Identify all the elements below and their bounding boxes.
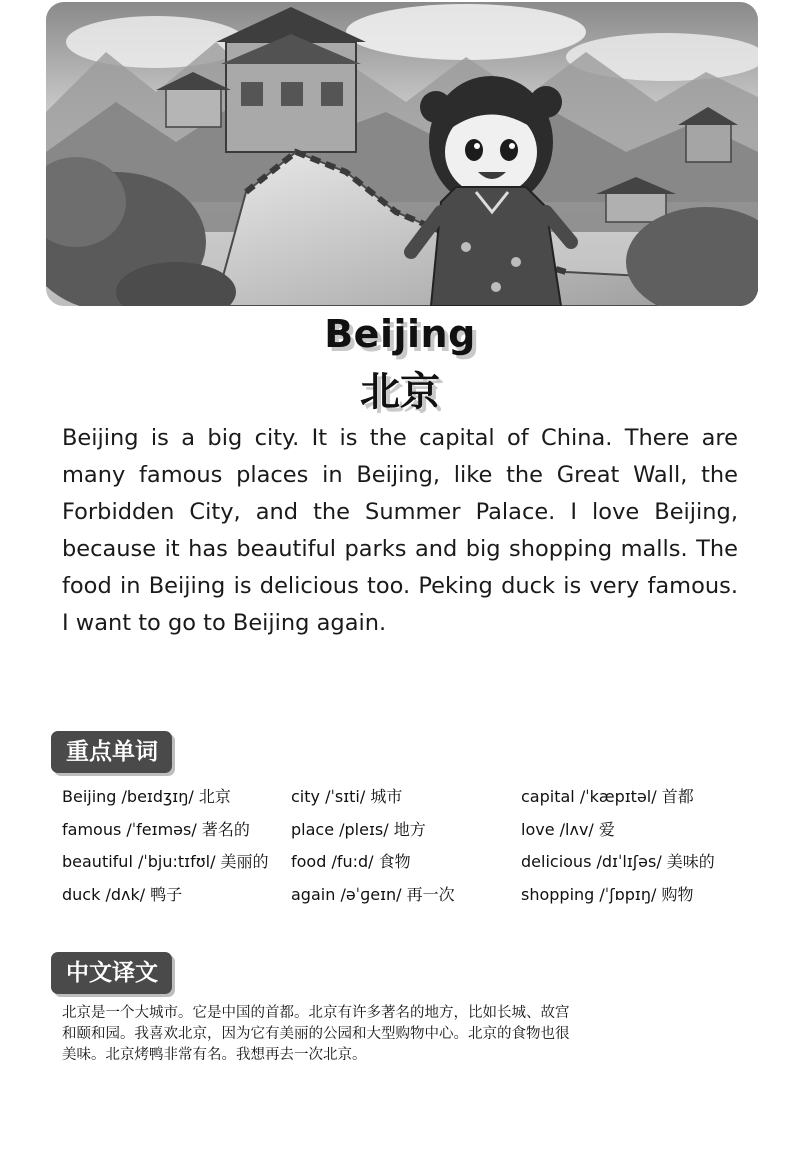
hero-illustration (46, 2, 758, 306)
translation-heading: 中文译文 (51, 952, 172, 994)
vocab-item: beautiful /ˈbju:tɪfʊl/ 美丽的 (62, 852, 269, 871)
translation-line: 北京是一个大城市。它是中国的首都。北京有许多著名的地方，比如长城、故宫 (62, 1005, 570, 1021)
title-english: Beijing (324, 312, 476, 356)
vocab-item: again /əˈɡeɪn/ 再一次 (291, 885, 455, 904)
title-chinese: 北京 (360, 369, 440, 415)
vocab-item: capital /ˈkæpɪtəl/ 首都 (521, 787, 694, 806)
vocab-list (62, 782, 752, 914)
great-wall-girl-illustration (46, 2, 758, 306)
translation-line: 和颐和园。我喜欢北京，因为它有美丽的公园和大型购物中心。北京的食物也很 (62, 1026, 570, 1042)
vocab-item: place /pleɪs/ 地方 (291, 820, 426, 839)
vocab-item: love /lʌv/ 爱 (521, 820, 615, 839)
vocab-item: food /fu:d/ 食物 (291, 852, 411, 871)
reading-passage: Beijing is a big city. It is the capital of China. There are many famous places in Beijing, like the Great Wall, the Forbidden City, and the Summer Palace. I love Beijing, because it has beautiful parks and big shopping malls. The food in Beijing is delicious too. Peking duck is very famous. I want to go to Beijing again. (62, 425, 738, 636)
vocab-item: Beijing /beɪdʒɪŋ/ 北京 (62, 787, 231, 806)
vocab-item: famous /ˈfeɪməs/ 著名的 (62, 820, 250, 839)
vocab-item: delicious /dɪˈlɪʃəs/ 美味的 (521, 852, 715, 871)
vocab-heading: 重点单词 (51, 731, 172, 773)
vocab-item: shopping /ˈʃɒpɪŋ/ 购物 (521, 885, 694, 904)
vocab-item: city /ˈsɪti/ 城市 (291, 787, 403, 806)
translation-text (62, 1003, 640, 1066)
vocab-item: duck /dʌk/ 鸭子 (62, 885, 183, 904)
translation-line: 美味。北京烤鸭非常有名。我想再去一次北京。 (62, 1047, 367, 1063)
